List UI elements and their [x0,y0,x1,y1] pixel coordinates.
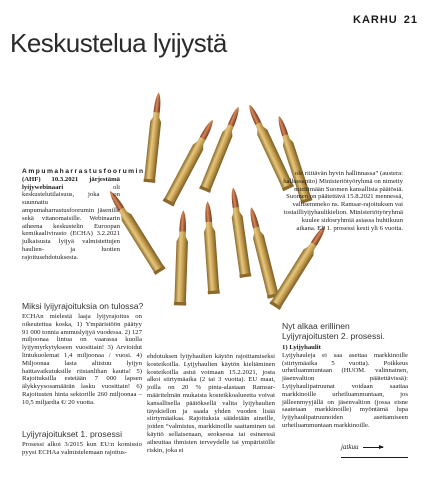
cartridge [201,201,219,294]
subheading-lead-shot: 1) Lyijyhaulit [282,344,321,351]
intro-lead: Ampumaharrastusfoorumin [22,168,145,175]
cartridge [174,210,190,305]
lead-shot-text: Lyijyhauleja ei saa asettaa markkinoille (siirtymäaika 5 vuotta). Poikkeus urheiluammuntaan (HUOM. valinnainen, jäsenvaltion päätettävissä): Lyijyhaulipatruunat voidaan saattaa markkinoille urheiluammuntaan, jos jälleenmyyjällä on jäsenvaltion (jossa eisne saatetaan markkinoille) myöntämä lupa lyijyhaulipatruunoiden asettamiseen urheiluammuntaan markkinoille. [282,351,408,429]
right-intro-paragraph: ole riittävän hyvin hallinnassa” (austera: hallussapito) Ministeriötyöryhmä on nimetty miettimään Suomen kansallista päätöstä. Suomen on päätettävä 15.8.2021 mennessä, valitsemmeko ns. Ramsar-rajoituksen vai tostailliyijyhaulikielion. Ministeriötyöryhmä kuulee sidosryhmiä asiassa huhtikuun aikana. Eli 1. prosessi kesti yli 6 vuotta. [283,170,403,232]
cartridge [163,117,219,207]
column-2-text: ehdotuksen lyijyhaulien käytön rajoittamiseksi kosteikoilla. Lyijyhaulien käytön kieltäminen kosteikoilla astui voimaan 15.2.2021, josta alkoi siirtymäaika (2 tai 3 vuotta). EU maat, joilla on 20 % pinta-alastaan Ramsar-määritelmän mukaista kosteikkoalueetta voivat kansallisella päätöksellä valita lyijyhaulien täyskiellon ja saada yhden vuoden lisää siirtymäaikaa. Rajoituksia säädetään aineille, joiden “valmistus, markkinoille saattaminen tai käyttö sellaisenaan, seoksessa tai esineessä aiheuttaa ihmisten terveydelle tai ympäristölle riskin, joka ei [147,353,275,454]
continues-text: jatkuu [341,443,359,451]
intro-paragraph [22,168,145,262]
continues-label [341,443,383,451]
divider [341,457,408,458]
cartridge [227,187,251,278]
page-header [353,14,418,26]
section-heading-process-1: Lyijyrajoitukset 1. prosessi [22,429,122,439]
section-body-process-2 [282,344,408,430]
cartridge [245,206,279,299]
cartridge [269,223,330,310]
cartridge [143,92,164,183]
article-title: Keskustelua lyijystä [10,28,227,58]
intro-lead-2: (AHF) 10.3.2021 järjestämä lyijywebinaari [22,175,120,191]
arrow-right-icon [363,447,383,448]
intro-body: oli keskustelutilaisuus, joka on suunnattu ampumaharrastusfoorumin jäsenille sekä vitanomaisille. Webinaarin aiheena keskustelin Euroopan kemikaalivirasto (ECHA) 3.2.2021 julkaisusta lyijyä valmistettujen haulien- ja luotien rajoitusehdotuksesta. [22,183,120,261]
section-heading-process-2: Nyt alkaa erillinen Lyijyrajoitusten 2. prosessi. [282,321,385,341]
cartridge [199,105,244,193]
section-body-why: ECHAn mielestä laaja lyijyrajoitus on oikeutettua koska, 1) Ympäristöön päätyy 91 000 tonnia ammuslyijyä vuodessa. 2) 127 miljoonaa lintua on vaarassa kuolla lyijymyrkytykseen vuosittain! 3) Arvioidut lintukuolemat 1,4 miljoonaa / vuosi. 4) Miljoonaa lasta altistuu lyijyn haittavaikutuksille riistanlihan kautta! 5) Rajoituksilla estetään 7 000 lapsen älykkyysosamäärän lasku vuosittain! 6) Rajoitusten hinta sektorille 260 miljoonaa –10,5 miljardia €/ 20 vuotta. [22,313,142,406]
section-heading-why: Miksi lyijyrajoituksia on tulossa? [22,301,144,311]
page-number: 21 [403,14,418,26]
section-name: KARHU [353,14,398,26]
section-body-process-1: Prosessi alkoi 3/2015 kun EU:n komissio pyysi ECHAa valmistelemaan rajoitus- [22,441,142,456]
